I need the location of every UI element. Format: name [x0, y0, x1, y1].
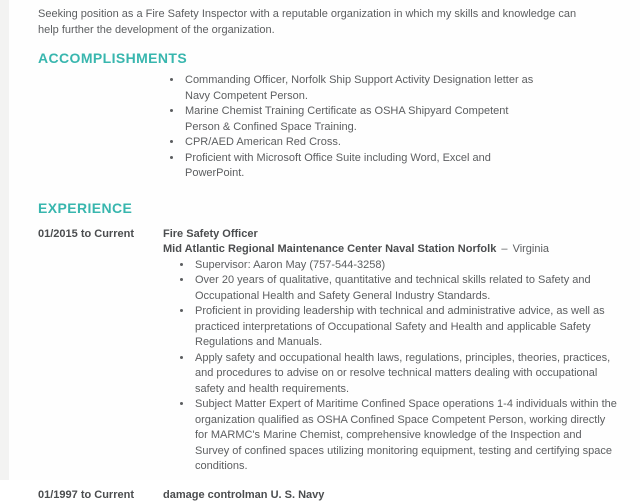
job-bullet: • Over 20 years of qualitative, quantitative and technical skills related to Safety and Occupational Health and Safety General Industry Standards.	[193, 273, 617, 304]
summary-text: Seeking position as a Fire Safety Inspector with a reputable organization in which my skills and knowledge can help further the development of the organization.	[38, 7, 594, 38]
job-bullet: • Supervisor: Aaron May (757-544-3258)	[193, 258, 617, 274]
job-bullet-list	[163, 258, 617, 475]
job-dates: 01/1997 to Current	[38, 488, 163, 503]
job-entry-damage-controlman	[38, 488, 600, 503]
job-details	[163, 227, 617, 475]
accomplishment-item: • Proficient with Microsoft Office Suite including Word, Excel and PowerPoint.	[183, 151, 537, 182]
job-bullet: • Proficient in providing leadership with technical and administrative advice, as well as practiced interpretations of Occupational Safety and Health and applicable Safety Regulations and Manuals.	[193, 304, 617, 351]
job-location: Virginia	[513, 243, 550, 255]
job-company-line	[163, 242, 617, 258]
job-dates: 01/2015 to Current	[38, 227, 163, 475]
job-details	[163, 488, 600, 503]
accomplishment-item: • Marine Chemist Training Certificate as OSHA Shipyard Competent Person & Confined Space Training.	[183, 104, 537, 135]
accomplishments-list	[38, 73, 537, 182]
experience-heading: EXPERIENCE	[38, 199, 600, 218]
accomplishments-heading: ACCOMPLISHMENTS	[38, 49, 600, 68]
job-entry-fire-safety-officer	[38, 227, 600, 475]
job-bullet: • Subject Matter Expert of Maritime Confined Space operations 1-4 individuals within the organization qualified as OSHA Confined Space Competent Person, working directly for MARMC's Marine Chemist, comprehensive knowledge of the Inspection and Survey of confined spaces utilizing monitoring equipment, testing and certifying space conditions.	[193, 397, 617, 475]
accomplishment-item: • Commanding Officer, Norfolk Ship Support Activity Designation letter as Navy Competent Person.	[183, 73, 537, 104]
job-location-separator: –	[499, 243, 509, 255]
job-bullet: • Apply safety and occupational health laws, regulations, principles, theories, practices, and procedures to advise on or resolve technical matters dealing with occupational safety and health requirements.	[193, 351, 617, 398]
page-edge-strip	[0, 0, 9, 480]
job-title: damage controlman U. S. Navy	[163, 488, 600, 503]
job-company: Mid Atlantic Regional Maintenance Center Naval Station Norfolk	[163, 243, 496, 255]
accomplishment-item: • CPR/AED American Red Cross.	[183, 135, 537, 151]
job-title: Fire Safety Officer	[163, 227, 617, 243]
